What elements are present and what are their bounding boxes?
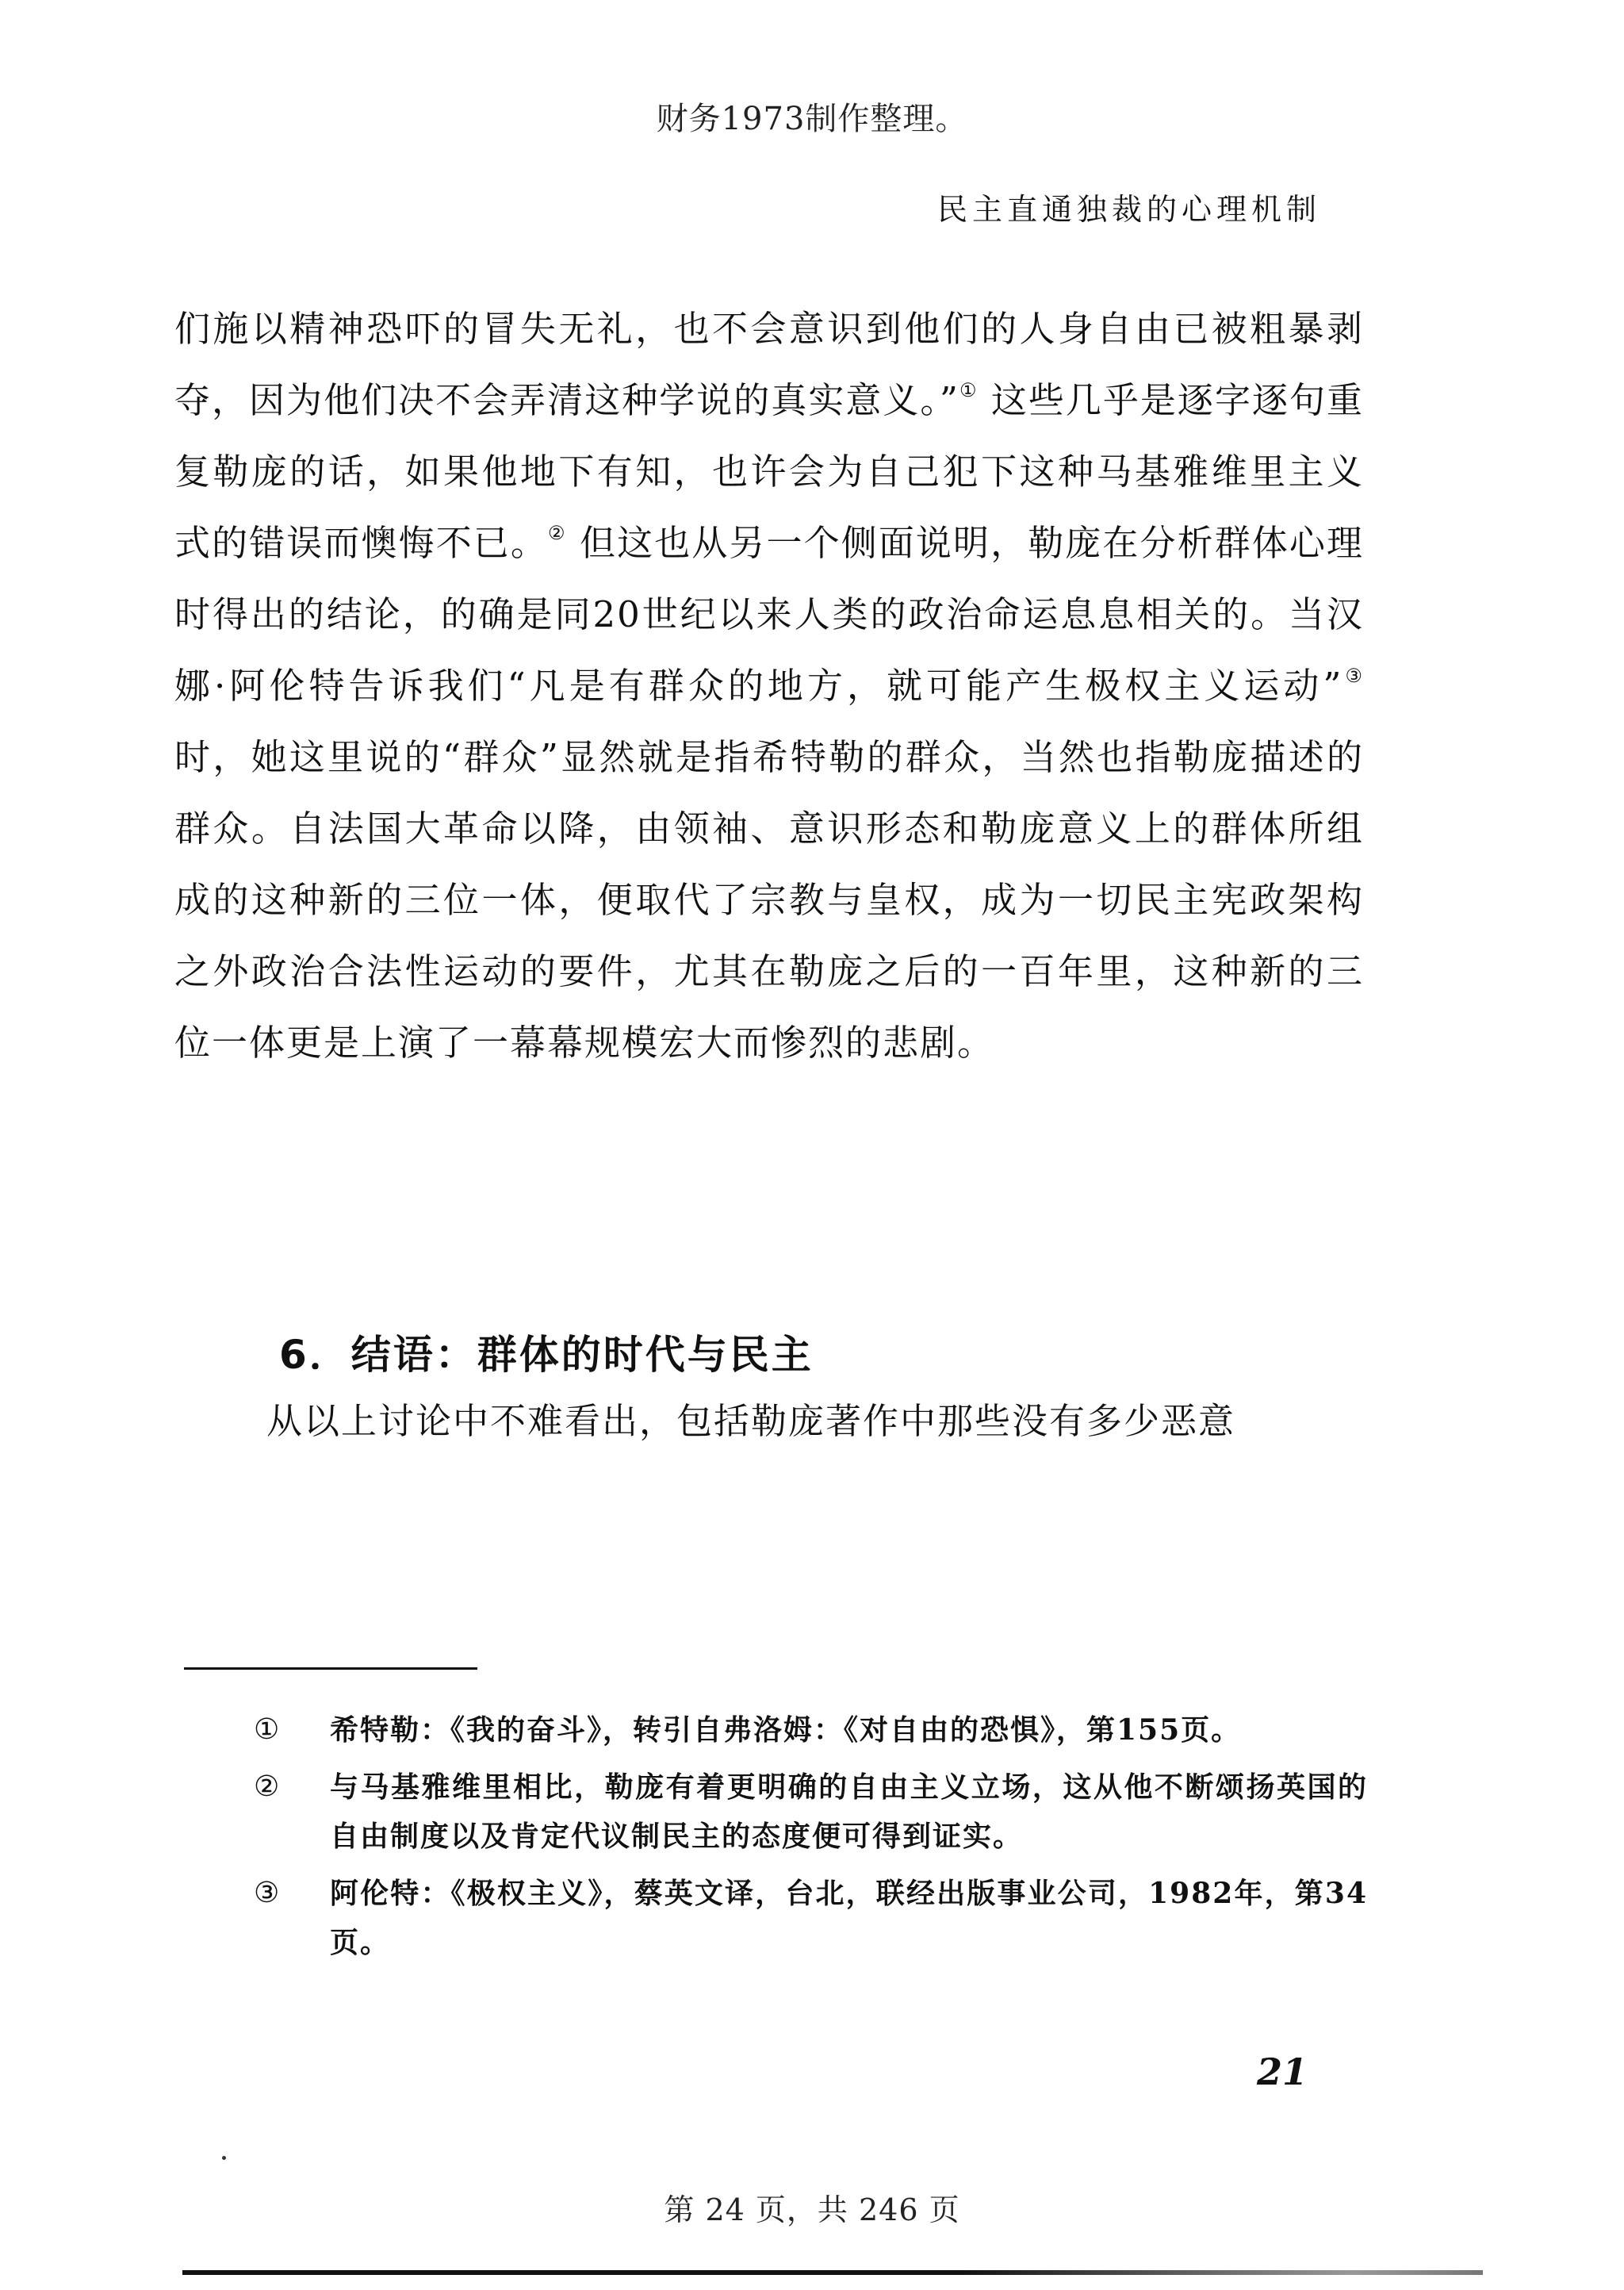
footnote-divider [184,1667,477,1670]
body-text-segment: 时，她这里说的“群众”显然就是指希特勒的群众，当然也指勒庞描述的群众。自法国大革命以降，由领袖、意识形态和勒庞意义上的群体所组成的这种新的三位一体，便取代了宗教与皇权，成为一切民主宪政架构之外政治合法性运动的要件，尤其在勒庞之后的一百年里，这种新的三位一体更是上演了一幕幕规模宏大而惨烈的悲剧。 [174,736,1364,1064]
watermark-text: 财务1973制作整理。 [656,101,968,137]
footnote-number: ② [254,1770,282,1803]
section-heading: 6．结语：群体的时代与民主 [279,1332,814,1378]
body-text-segment: 们施以精神恐吓的冒失无礼，也不会意识到他们的人身自由已被粗暴剥夺，因为他们决不会弄清这种学说的真实意义。” [174,308,1364,421]
body-text-segment: 这些几乎是逐字逐句重复勒庞的话，如果他地下有知，也许会为自己犯下这种马基雅维里主义式的错误而懊悔不已。 [174,379,1365,564]
footnote-1 [254,1705,1368,1755]
footnote-text: 希特勒：《我的奋斗》，转引自弗洛姆：《对自由的恐惧》，第155页。 [330,1713,1242,1747]
footnote-ref-3[interactable]: ③ [1342,665,1364,687]
footnote-ref-1[interactable]: ① [959,379,979,401]
footnote-text: 阿伦特：《极权主义》，蔡英文译，台北，联经出版事业公司，1982年，第34页。 [330,1877,1368,1959]
footnote-ref-2[interactable]: ② [548,522,567,544]
section-paragraph: 从以上讨论中不难看出，包括勒庞著作中那些没有多少恶意 [266,1400,1236,1442]
viewer-page-indicator: 第 24 页，共 246 页 [664,2192,960,2227]
footnote-3 [254,1869,1368,1967]
running-header: 民主直通独裁的心理机制 [936,192,1321,227]
footnote-text: 与马基雅维里相比，勒庞有着更明确的自由主义立场，这从他不断颂扬英国的自由制度以及肯定代议制民主的态度便可得到证实。 [330,1770,1368,1853]
footnotes [254,1705,1368,1975]
body-paragraph [174,293,1364,1079]
scan-edge-line [182,2270,1483,2275]
body-text-segment: 但这也从另一个侧面说明，勒庞在分析群体心理时得出的结论，的确是同20世纪以来人类的政治命运息息相关的。当汉娜·阿伦特告诉我们“凡是有群众的地方，就可能产生极权主义运动” [174,522,1365,707]
scan-artifact [222,2156,226,2160]
footnote-2 [254,1763,1368,1861]
footnote-number: ① [254,1713,282,1746]
footnote-number: ③ [254,1877,282,1909]
page-number: 21 [1257,2050,1308,2093]
